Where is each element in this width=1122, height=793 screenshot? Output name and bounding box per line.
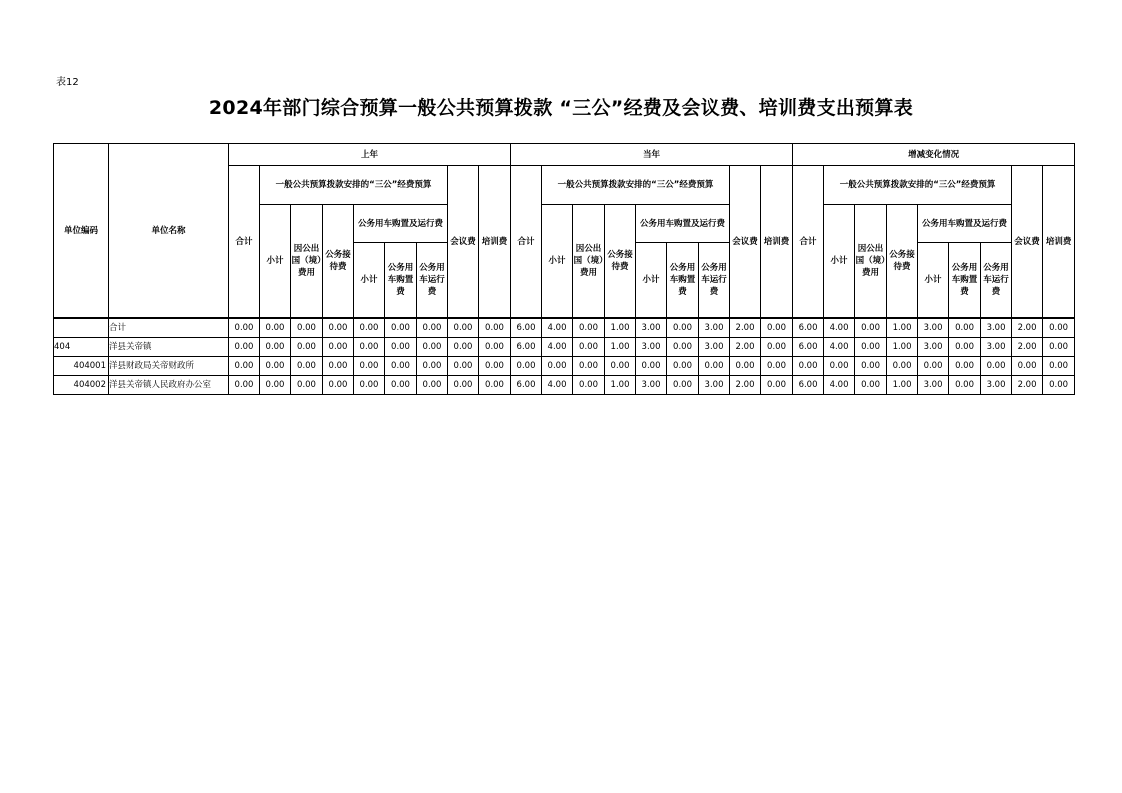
header-car-purchase-curr-year: 公务用车购置费 — [667, 243, 699, 319]
budget-table — [53, 143, 1075, 395]
header-abroad-prev-year: 因公出国（境）费用 — [291, 205, 323, 319]
cell-value: 0.00 — [918, 357, 949, 376]
header-sangong-change: 一般公共预算拨款安排的“三公”经费预算 — [824, 166, 1012, 205]
cell-value: 0.00 — [573, 376, 605, 395]
cell-value: 0.00 — [448, 376, 479, 395]
cell-value: 0.00 — [1043, 376, 1075, 395]
cell-value: 0.00 — [761, 357, 793, 376]
header-car-change: 公务用车购置及运行费 — [918, 205, 1012, 243]
cell-value: 0.00 — [887, 357, 918, 376]
cell-value: 4.00 — [542, 338, 573, 357]
header-group-prev-year: 上年 — [229, 144, 511, 166]
cell-value: 0.00 — [855, 318, 887, 338]
header-sangong-curr-year: 一般公共预算拨款安排的“三公”经费预算 — [542, 166, 730, 205]
header-abroad-curr-year: 因公出国（境）费用 — [573, 205, 605, 319]
header-car-running-change: 公务用车运行费 — [981, 243, 1012, 319]
cell-value: 0.00 — [229, 376, 260, 395]
cell-value: 3.00 — [699, 318, 730, 338]
cell-value: 0.00 — [699, 357, 730, 376]
cell-value: 0.00 — [323, 376, 354, 395]
cell-value: 0.00 — [479, 318, 511, 338]
cell-value: 0.00 — [354, 376, 385, 395]
cell-value: 0.00 — [573, 318, 605, 338]
cell-value: 1.00 — [887, 318, 918, 338]
cell-value: 3.00 — [636, 318, 667, 338]
cell-value: 0.00 — [479, 357, 511, 376]
header-sangong-prev-year: 一般公共预算拨款安排的“三公”经费预算 — [260, 166, 448, 205]
cell-value: 3.00 — [636, 376, 667, 395]
header-reception-prev-year: 公务接待费 — [323, 205, 354, 319]
cell-value: 2.00 — [730, 376, 761, 395]
cell-value: 0.00 — [229, 357, 260, 376]
cell-value: 0.00 — [448, 318, 479, 338]
cell-value: 0.00 — [448, 357, 479, 376]
cell-unit-code: 404 — [54, 338, 109, 357]
cell-value: 0.00 — [761, 318, 793, 338]
cell-value: 0.00 — [354, 338, 385, 357]
cell-value: 0.00 — [511, 357, 542, 376]
cell-value: 0.00 — [417, 376, 448, 395]
cell-value: 0.00 — [291, 357, 323, 376]
cell-value: 0.00 — [949, 338, 981, 357]
cell-value: 1.00 — [605, 318, 636, 338]
header-unit-name: 单位名称 — [109, 144, 229, 319]
cell-value: 0.00 — [981, 357, 1012, 376]
table-row — [54, 376, 1075, 395]
cell-value: 0.00 — [542, 357, 573, 376]
cell-unit-code: 404002 — [54, 376, 109, 395]
cell-value: 6.00 — [793, 318, 824, 338]
header-subtotal-curr-year: 小计 — [542, 205, 573, 319]
cell-value: 3.00 — [699, 376, 730, 395]
cell-value: 4.00 — [824, 338, 855, 357]
cell-value: 4.00 — [824, 376, 855, 395]
cell-value: 0.00 — [479, 376, 511, 395]
cell-value: 0.00 — [385, 318, 417, 338]
cell-unit-name: 合计 — [109, 318, 229, 338]
cell-value: 0.00 — [824, 357, 855, 376]
cell-value: 0.00 — [323, 318, 354, 338]
header-total-curr-year: 合计 — [511, 166, 542, 319]
cell-value: 0.00 — [323, 357, 354, 376]
cell-value: 3.00 — [699, 338, 730, 357]
cell-value: 6.00 — [793, 338, 824, 357]
cell-value: 3.00 — [918, 318, 949, 338]
cell-value: 0.00 — [417, 357, 448, 376]
header-car-running-prev-year: 公务用车运行费 — [417, 243, 448, 319]
cell-value: 0.00 — [1043, 318, 1075, 338]
cell-value: 3.00 — [636, 338, 667, 357]
cell-value: 0.00 — [636, 357, 667, 376]
cell-value: 0.00 — [385, 338, 417, 357]
header-group-curr-year: 当年 — [511, 144, 793, 166]
cell-value: 0.00 — [667, 357, 699, 376]
cell-value: 3.00 — [918, 338, 949, 357]
header-unit-code: 单位编码 — [54, 144, 109, 319]
cell-value: 0.00 — [385, 357, 417, 376]
cell-value: 0.00 — [761, 338, 793, 357]
cell-value: 2.00 — [1012, 338, 1043, 357]
header-car-curr-year: 公务用车购置及运行费 — [636, 205, 730, 243]
cell-value: 1.00 — [605, 376, 636, 395]
cell-value: 0.00 — [323, 338, 354, 357]
cell-value: 0.00 — [417, 338, 448, 357]
cell-value: 3.00 — [981, 318, 1012, 338]
cell-value: 0.00 — [667, 338, 699, 357]
cell-value: 6.00 — [511, 338, 542, 357]
cell-value: 0.00 — [291, 376, 323, 395]
cell-value: 0.00 — [260, 338, 291, 357]
cell-value: 0.00 — [260, 318, 291, 338]
cell-value: 0.00 — [949, 357, 981, 376]
header-group-change: 增减变化情况 — [793, 144, 1075, 166]
header-subtotal-prev-year: 小计 — [260, 205, 291, 319]
cell-value: 0.00 — [573, 338, 605, 357]
header-total-change: 合计 — [793, 166, 824, 319]
cell-value: 1.00 — [887, 376, 918, 395]
header-total-prev-year: 合计 — [229, 166, 260, 319]
cell-value: 0.00 — [260, 357, 291, 376]
cell-value: 0.00 — [730, 357, 761, 376]
cell-value: 6.00 — [511, 376, 542, 395]
header-abroad-change: 因公出国（境）费用 — [855, 205, 887, 319]
cell-value: 0.00 — [354, 318, 385, 338]
cell-value: 0.00 — [229, 318, 260, 338]
header-training-curr-year: 培训费 — [761, 166, 793, 319]
cell-value: 0.00 — [855, 357, 887, 376]
cell-value: 0.00 — [479, 338, 511, 357]
header-car-prev-year: 公务用车购置及运行费 — [354, 205, 448, 243]
header-car-subtotal-prev-year: 小计 — [354, 243, 385, 319]
cell-value: 0.00 — [573, 357, 605, 376]
header-reception-change: 公务接待费 — [887, 205, 918, 319]
cell-unit-name: 洋县关帝镇 — [109, 338, 229, 357]
cell-value: 2.00 — [1012, 318, 1043, 338]
cell-value: 0.00 — [761, 376, 793, 395]
page-title: 2024年部门综合预算一般公共预算拨款 “三公”经费及会议费、培训费支出预算表 — [208, 97, 914, 119]
cell-unit-name: 洋县财政局关帝财政所 — [109, 357, 229, 376]
cell-value: 3.00 — [981, 338, 1012, 357]
cell-value: 0.00 — [793, 357, 824, 376]
cell-value: 1.00 — [887, 338, 918, 357]
cell-value: 0.00 — [260, 376, 291, 395]
cell-value: 0.00 — [291, 318, 323, 338]
header-training-prev-year: 培训费 — [479, 166, 511, 319]
header-subtotal-change: 小计 — [824, 205, 855, 319]
cell-value: 0.00 — [667, 376, 699, 395]
cell-value: 0.00 — [291, 338, 323, 357]
cell-value: 0.00 — [605, 357, 636, 376]
table-row — [54, 357, 1075, 376]
cell-unit-code: 404001 — [54, 357, 109, 376]
cell-value: 0.00 — [855, 376, 887, 395]
cell-value: 0.00 — [949, 318, 981, 338]
header-meeting-prev-year: 会议费 — [448, 166, 479, 319]
header-car-purchase-prev-year: 公务用车购置费 — [385, 243, 417, 319]
cell-value: 0.00 — [1043, 338, 1075, 357]
table-number: 表12 — [56, 77, 79, 88]
header-car-purchase-change: 公务用车购置费 — [949, 243, 981, 319]
header-car-subtotal-change: 小计 — [918, 243, 949, 319]
cell-value: 0.00 — [1043, 357, 1075, 376]
header-car-running-curr-year: 公务用车运行费 — [699, 243, 730, 319]
cell-value: 4.00 — [824, 318, 855, 338]
header-car-subtotal-curr-year: 小计 — [636, 243, 667, 319]
cell-value: 4.00 — [542, 318, 573, 338]
cell-value: 2.00 — [1012, 376, 1043, 395]
header-meeting-curr-year: 会议费 — [730, 166, 761, 319]
cell-value: 2.00 — [730, 318, 761, 338]
cell-value: 0.00 — [949, 376, 981, 395]
header-meeting-change: 会议费 — [1012, 166, 1043, 319]
cell-value: 2.00 — [730, 338, 761, 357]
header-reception-curr-year: 公务接待费 — [605, 205, 636, 319]
cell-value: 6.00 — [793, 376, 824, 395]
cell-value: 6.00 — [511, 318, 542, 338]
cell-value: 3.00 — [981, 376, 1012, 395]
cell-value: 0.00 — [855, 338, 887, 357]
cell-value: 0.00 — [667, 318, 699, 338]
cell-value: 0.00 — [385, 376, 417, 395]
header-training-change: 培训费 — [1043, 166, 1075, 319]
cell-value: 1.00 — [605, 338, 636, 357]
cell-value: 0.00 — [417, 318, 448, 338]
cell-unit-code — [54, 318, 109, 338]
cell-value: 0.00 — [354, 357, 385, 376]
cell-value: 0.00 — [448, 338, 479, 357]
table-row — [54, 338, 1075, 357]
cell-value: 4.00 — [542, 376, 573, 395]
cell-value: 0.00 — [229, 338, 260, 357]
cell-value: 3.00 — [918, 376, 949, 395]
cell-value: 0.00 — [1012, 357, 1043, 376]
table-row — [54, 318, 1075, 338]
cell-unit-name: 洋县关帝镇人民政府办公室 — [109, 376, 229, 395]
